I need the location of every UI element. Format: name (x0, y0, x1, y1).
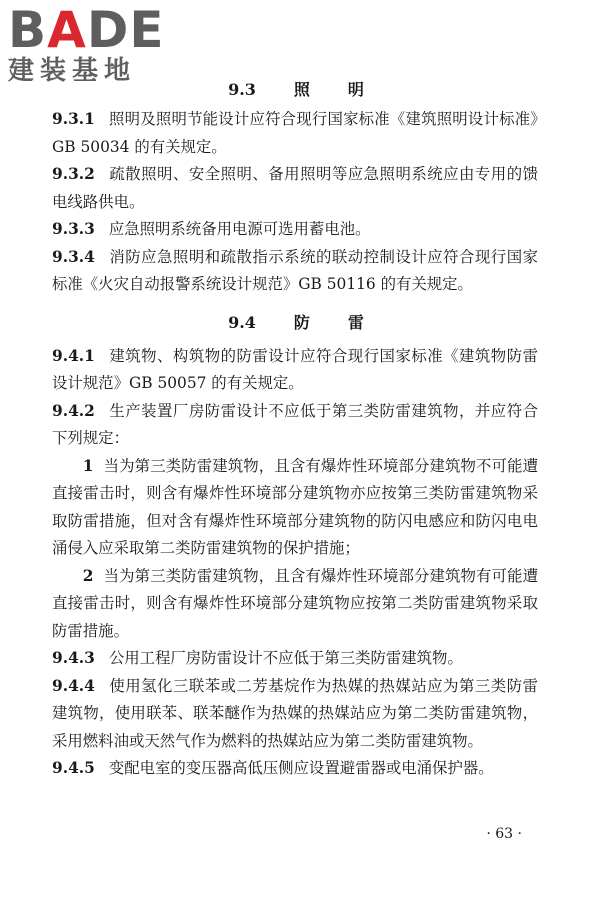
clause-text: 应急照明系统备用电源可选用蓄电池。 (108, 220, 371, 238)
clause-9-4-3 (52, 645, 538, 673)
clause-number: 9.3.4 (52, 247, 95, 266)
section-title: 照明 (293, 80, 402, 99)
clause-text: 使用氢化三联苯或二芳基烷作为热媒的热媒站应为第三类防雷建筑物，使用联苯、联苯醚作为热媒的热媒站应为第二类防雷建筑物，采用燃料油或天然气作为燃料的热媒站应为第二类防雷建筑物。 (52, 676, 538, 750)
logo-letter-b: B (8, 1, 48, 59)
clause-text: 建筑物、构筑物的防雷设计应符合现行国家标准《建筑物防雷设计规范》GB 50057 的有关规定。 (52, 346, 538, 392)
clause-9-4-2-item-2 (52, 563, 538, 646)
clause-number: 9.4.5 (52, 759, 95, 777)
item-number: 1 (82, 456, 94, 475)
item-text: 当为第三类防雷建筑物，且含有爆炸性环境部分建筑物有可能遭直接雷击时，则含有爆炸性环境部分建筑物应按第二类防雷建筑物采取防雷措施。 (52, 566, 538, 640)
clause-text: 生产装置厂房防雷设计不应低于第三类防雷建筑物，并应符合下列规定： (52, 401, 538, 447)
section-9-4-heading (52, 307, 538, 339)
clause-number: 9.3.1 (52, 110, 95, 128)
section-number: 9.4 (228, 312, 256, 332)
item-text: 当为第三类防雷建筑物，且含有爆炸性环境部分建筑物不可能遭直接雷击时，则含有爆炸性环境部分建筑物亦应按第三类防雷建筑物采取防雷措施，但对含有爆炸性环境部分建筑物的防闪电感应和防闪电电涌侵入应采取第二类防雷建筑物的保护措施； (52, 456, 538, 557)
clause-9-3-2 (52, 161, 538, 216)
clause-text: 消防应急照明和疏散指示系统的联动控制设计应符合现行国家标准《火灾自动报警系统设计规范》GB 50116 的有关规定。 (52, 247, 538, 293)
clause-number: 9.4.4 (52, 676, 95, 695)
clause-number: 9.4.3 (52, 649, 95, 667)
clause-text: 公用工程厂房防雷设计不应低于第三类防雷建筑物。 (108, 649, 463, 667)
section-9-3-heading (52, 74, 538, 106)
logo-subtitle: 建装基地 (8, 56, 137, 86)
clause-number: 9.4.2 (52, 401, 95, 420)
item-number: 2 (82, 566, 94, 585)
clause-9-4-5 (52, 755, 538, 783)
clause-9-4-4 (52, 673, 538, 756)
clause-text: 变配电室的变压器高低压侧应设置避雷器或电涌保护器。 (108, 759, 494, 777)
logo-letter-a: A (47, 1, 87, 59)
clause-number: 9.3.2 (52, 165, 95, 183)
clause-9-4-2 (52, 398, 538, 453)
clause-9-3-4 (52, 244, 538, 299)
section-number: 9.3 (228, 80, 256, 99)
clause-text: 疏散照明、安全照明、备用照明等应急照明系统应由专用的馈电线路供电。 (52, 165, 538, 211)
logo-letters-de: DE (86, 1, 165, 59)
clause-9-3-1 (52, 106, 538, 161)
clause-9-3-3 (52, 216, 538, 244)
clause-9-4-1 (52, 343, 538, 398)
clause-9-4-2-item-1 (52, 453, 538, 563)
page-number: · 63 · (486, 826, 522, 842)
document-page (52, 74, 538, 783)
logo-wordmark (8, 1, 178, 59)
clause-number: 9.4.1 (52, 346, 95, 365)
clause-text: 照明及照明节能设计应符合现行国家标准《建筑照明设计标准》GB 50034 的有关规定。 (52, 110, 538, 156)
clause-number: 9.3.3 (52, 220, 95, 238)
section-title: 防雷 (293, 312, 402, 332)
